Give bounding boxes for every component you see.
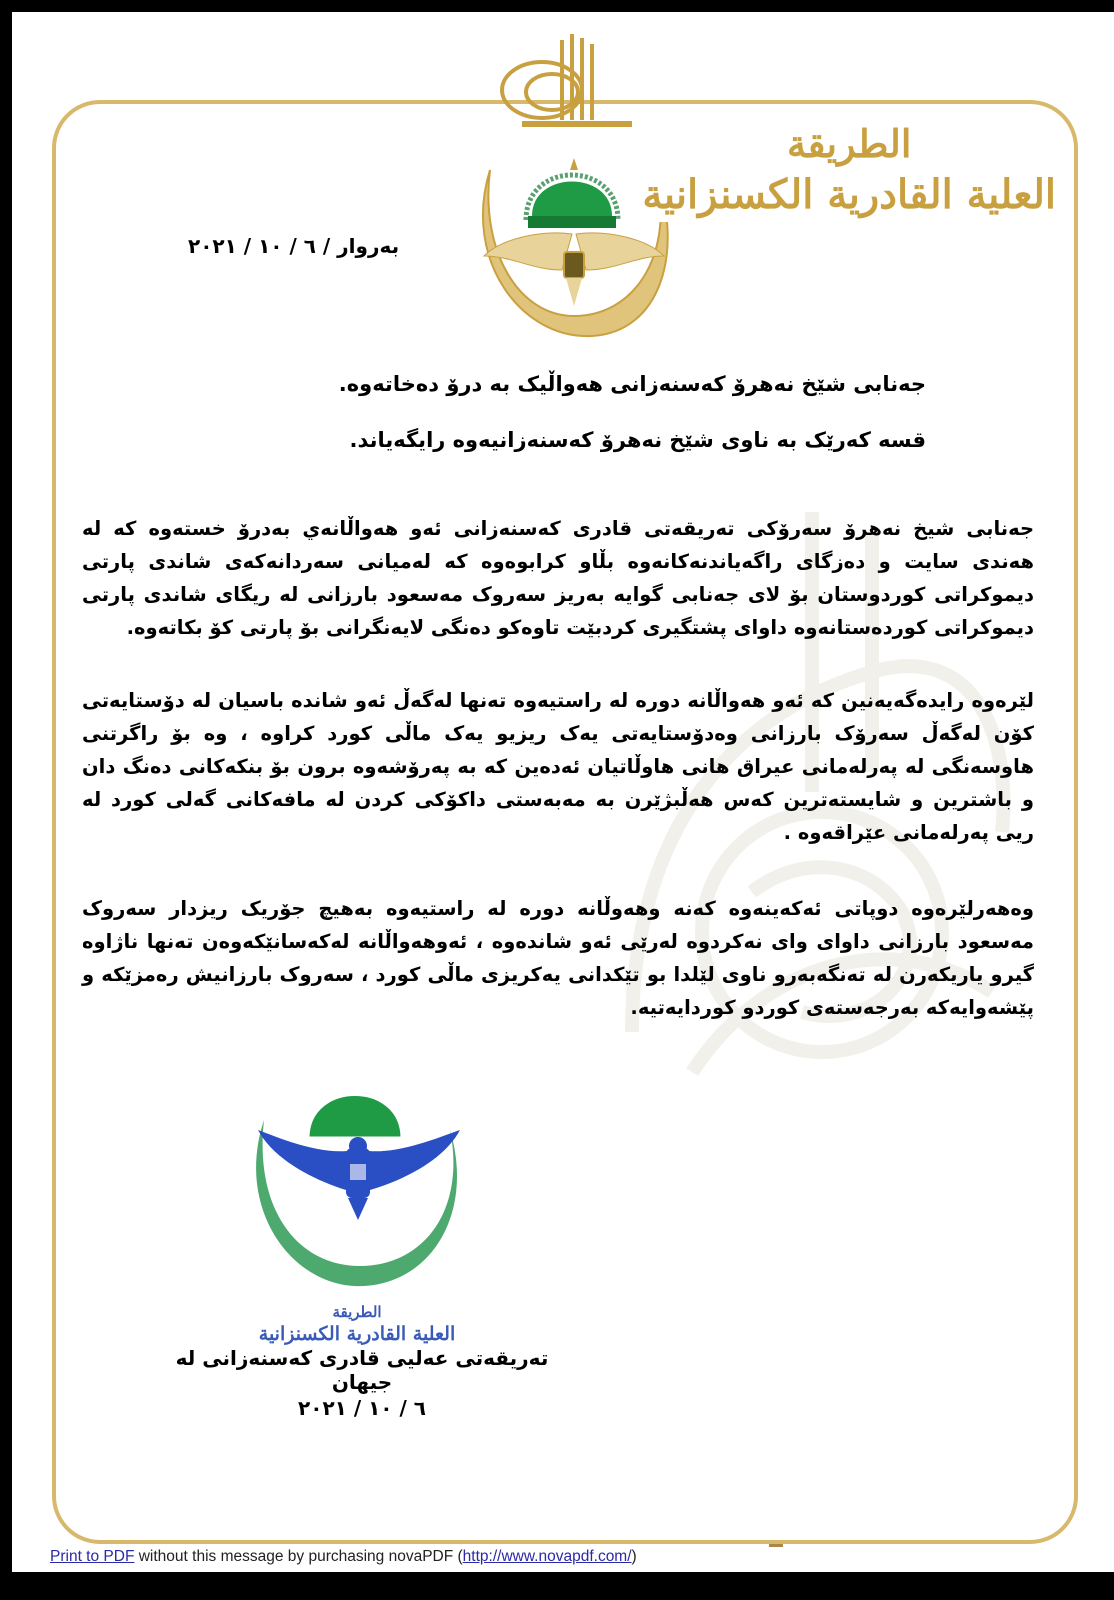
footer-close-paren: ) [631, 1548, 637, 1565]
novapdf-url-link[interactable]: http://www.novapdf.com/ [462, 1548, 632, 1565]
signature-name: تەریقەتی عەلیی قادری کەسنەزانی لە جیهان [175, 1346, 549, 1394]
footer-divider [769, 1544, 783, 1547]
seal-calligraphy-line1: الطريقة [332, 1303, 382, 1321]
order-calligraphy-title [636, 120, 1062, 222]
signature-date: ٦ / ١٠ / ٢٠٢١ [298, 1396, 426, 1420]
print-to-pdf-link[interactable]: Print to PDF [50, 1548, 135, 1565]
calligraphy-title-line1: الطريقة [786, 121, 912, 166]
document-date: بەروار / ٦ / ١٠ / ٢٠٢١ [188, 234, 400, 258]
body-paragraph-2: لێرەوە رایدەگەیەنین کە ئەو هەواڵانە دورە لە راستیەوە تەنها لەگەڵ ئەو شاندە باسیان لە دۆستایەتی کۆن لەگەڵ سەرۆک بارزانی وەدۆستایەتی یەک ریزیو یەک ماڵی کورد کراوە ، وە بۆ راگرتنی هاوسەنگی لە پەرلەمانی عیراق هانی هاوڵاتیان ئەدەین کە بە پەرۆشەوە برون بۆ بنکەکانی دەنگ دان و باشترین و شایستەترین کەس هەڵبژێرن بە مەبەستی داکۆکی کردن لە مافەکانی گەلی کورد لە ریی پەرلەمانی عێراقەوە . [82, 689, 1034, 844]
calligraphy-title-line2: العلية القادرية الكسنزانية [642, 171, 1056, 218]
body-paragraph-1: جەنابی شیخ نەهرۆ سەرۆکی تەریقەتی قادری کەسنەزانی ئەو هەواڵانەي بەدرۆ خستەوە کە لە هەندی سایت و دەزگای راگەیاندنەکانەوە بڵاو کرابوەوە کە لەمیانی سەردانەکەی شاندی پارتی دیموکراتی کوردوستان بۆ لای جەنابی گوایە بەریز سەروک مەسعود بارزانی لە ریگای شاندی پارتی دیموکراتی کوردەستانەوە داوای پشتگیری کردبێت تاوەکو دەنگی لایەنگرانی بۆ پارتی کۆ بکاتەوە. [82, 517, 1034, 639]
headline-2: قسە کەرێک بە ناوی شێخ نەهرۆ کەسنەزانیەوە رایگەیاند. [349, 428, 926, 452]
footer-message: without this message by purchasing novaPDF ( [134, 1548, 463, 1565]
document-page [12, 12, 1114, 1572]
body-paragraph-3: وەهەرلێرەوە دوپاتی ئەکەینەوە کەنە وهەوڵانە دورە لە راستیەوە بەهیچ جۆریک ریزدار سەروک مەسعود بارزانی داوای وای نەکردوە لەرێی ئەو شاندەوە ، ئەوهەواڵانە لەکەسانێکەوەن تەنها ناژاوە گیرو یاریکەرن لە تەنگەبەرو ناوی لێلدا بو تێکدانی یەکریزی ماڵی کورد ، سەروک بارزانیش رەمزێکە و پێشەوایەکە بەرجەستەی کوردو کوردایەتیە. [82, 897, 1034, 1019]
seal-calligraphy [242, 1302, 472, 1346]
novapdf-footer [50, 1548, 637, 1566]
headline-1: جەنابی شێخ نەهرۆ کەسنەزانی هەواڵیک بە درۆ دەخاتەوە. [338, 372, 926, 396]
order-seal-stamp-icon [234, 1060, 484, 1290]
seal-calligraphy-line2: العلية القادرية الكسنزانية [258, 1323, 456, 1345]
